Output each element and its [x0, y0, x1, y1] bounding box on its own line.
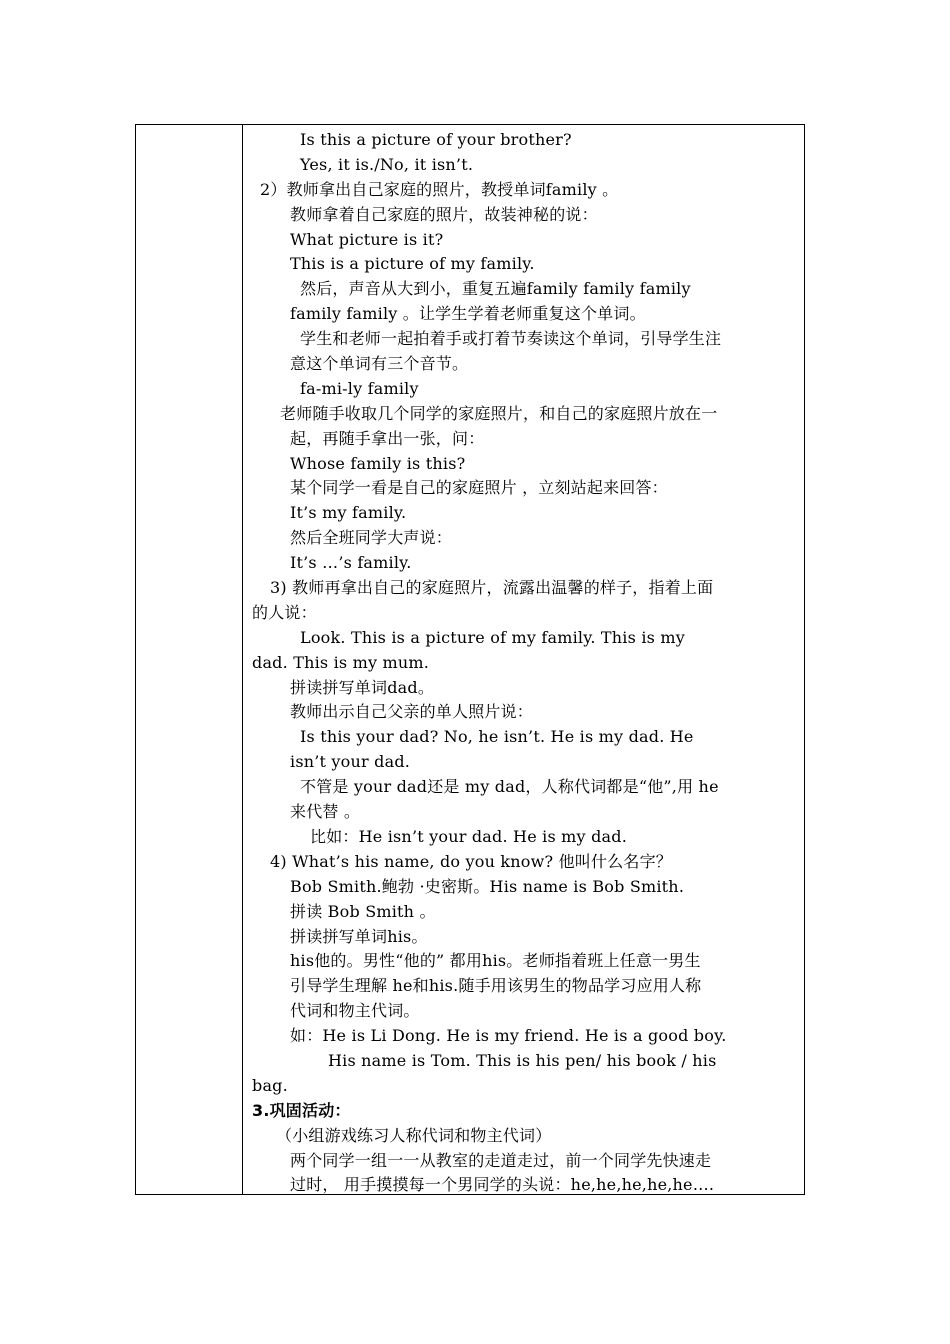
- text-line: 意这个单词有三个音节。: [290, 354, 469, 374]
- text-line: It’s …’s family.: [290, 553, 412, 573]
- text-line: 比如：He isn’t your dad. He is my dad.: [310, 826, 627, 846]
- text-line: 拼读拼写单词his。: [290, 926, 428, 946]
- text-line: 过时， 用手摸摸每一个男同学的头说：he,he,he,he,he….: [290, 1175, 715, 1195]
- text-line: fa-mi-ly family: [300, 378, 419, 398]
- text-line: 不管是 your dad还是 my dad，人称代词都是“他”,用 he: [300, 777, 719, 797]
- text-line: family family 。让学生学着老师重复这个单词。: [290, 304, 646, 324]
- text-line: 来代替 。: [290, 802, 361, 822]
- text-line: 2）教师拿出自己家庭的照片，教授单词family 。: [260, 179, 619, 199]
- text-line: Look. This is a picture of my family. This is my: [300, 627, 685, 647]
- text-line: Is this your dad? No, he isn’t. He is my dad. He: [300, 727, 694, 747]
- text-line: his他的。男性“他的” 都用his。老师指着班上任意一男生: [290, 951, 701, 971]
- text-line: Yes, it is./No, it isn’t.: [300, 154, 474, 174]
- text-line: 教师出示自己父亲的单人照片说：: [290, 702, 534, 722]
- text-line: Bob Smith.鲍勃 ·史密斯。His name is Bob Smith.: [290, 876, 685, 896]
- text-line: 拼读 Bob Smith 。: [290, 901, 436, 921]
- text-line: 老师随手收取几个同学的家庭照片，和自己的家庭照片放在一: [280, 403, 718, 423]
- text-line: 教师拿着自己家庭的照片，故装神秘的说：: [290, 204, 598, 224]
- text-line: Whose family is this?: [290, 453, 466, 473]
- text-line: 3) 教师再拿出自己的家庭照片，流露出温馨的样子，指着上面: [270, 578, 714, 598]
- text-line: 然后全班同学大声说：: [290, 528, 453, 548]
- text-line: 拼读拼写单词dad。: [290, 677, 435, 697]
- text-line: His name is Tom. This is his pen/ his book / his: [328, 1050, 717, 1070]
- text-line: bag.: [252, 1075, 288, 1095]
- section-heading: 3.巩固活动：: [252, 1100, 351, 1120]
- lesson-table: [135, 124, 805, 1195]
- text-line: 学生和老师一起拍着手或打着节奏读这个单词，引导学生注: [300, 329, 722, 349]
- text-line: 如：He is Li Dong. He is my friend. He is a good boy.: [290, 1026, 727, 1046]
- text-line: （小组游戏练习人称代词和物主代词）: [276, 1125, 552, 1145]
- lesson-content-cell: [252, 128, 800, 1198]
- column-divider: [242, 125, 243, 1194]
- text-line: This is a picture of my family.: [290, 254, 535, 274]
- text-line: 4) What’s his name, do you know? 他叫什么名字？: [270, 851, 673, 871]
- text-line: dad. This is my mum.: [252, 652, 430, 672]
- text-line: What picture is it?: [290, 229, 444, 249]
- text-line: 某个同学一看是自己的家庭照片 ，立刻站起来回答：: [290, 478, 668, 498]
- text-line: 起，再随手拿出一张，问：: [290, 428, 485, 448]
- text-line: Is this a picture of your brother?: [300, 130, 572, 149]
- text-line: It’s my family.: [290, 503, 407, 523]
- text-line: 引导学生理解 he和his.随手用该男生的物品学习应用人称: [290, 976, 702, 996]
- text-line: 然后，声音从大到小，重复五遍family family family: [300, 279, 691, 299]
- text-line: 两个同学一组一一从教室的走道走过，前一个同学先快速走: [290, 1150, 712, 1170]
- text-line: 的人说：: [252, 602, 317, 622]
- text-line: isn’t your dad.: [290, 752, 411, 772]
- text-line: 代词和物主代词。: [290, 1001, 420, 1021]
